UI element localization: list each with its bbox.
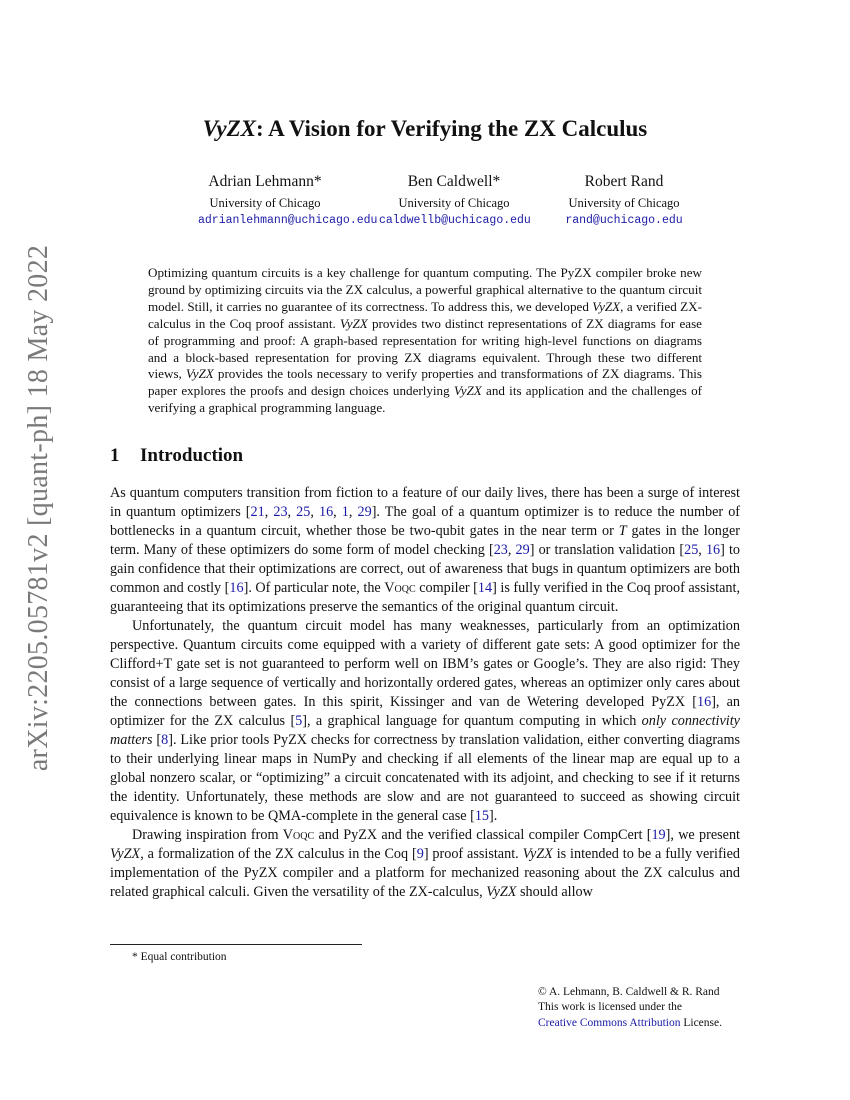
author-name: Ben Caldwell*	[407, 173, 501, 190]
vyzx-name: VyZX	[486, 884, 517, 900]
author-block-1	[198, 172, 378, 230]
introduction-body	[110, 484, 740, 902]
title-vyzx: VyZX	[202, 116, 256, 141]
vyzx-name: VyZX	[592, 298, 621, 314]
citation-link[interactable]: 5	[295, 713, 303, 729]
paragraph-text: ], an optimizer for the ZX calculus [	[110, 694, 740, 729]
author-block-3	[557, 172, 691, 230]
paragraph-text: ] proof assistant.	[423, 846, 523, 862]
paragraph-text: ].	[489, 808, 498, 824]
citation-link[interactable]: 29	[515, 542, 530, 558]
citation-link[interactable]: 15	[474, 808, 489, 824]
citation-link[interactable]: 16	[229, 580, 244, 596]
author-name: Adrian Lehmann*	[208, 173, 322, 190]
paragraph-text: ] or translation validation [	[529, 542, 685, 558]
abstract-text: and its application and the challenges of verifying a graphical programming language.	[148, 383, 702, 416]
paragraph-text: should allow	[516, 884, 593, 900]
arxiv-identifier-text: arXiv:2205.05781v2 [quant-ph] 18 May 2022	[23, 244, 54, 772]
paragraph-text: ], a graphical language for quantum computing in which	[302, 713, 642, 729]
abstract	[148, 265, 702, 417]
paragraph-text: compiler [	[415, 580, 478, 596]
paragraph-text: As quantum computers transition from fiction to a feature of our daily lives, there has been a surge of interest in quantum optimizers [	[110, 485, 740, 520]
voqc-name: Voqc	[282, 827, 315, 843]
author-name: Robert Rand	[584, 173, 664, 190]
author-affiliation: University of Chicago	[568, 196, 680, 210]
citation-link[interactable]: 8	[161, 732, 169, 748]
citation-link[interactable]: 1	[341, 504, 349, 520]
paragraph-text: ], we present	[665, 827, 740, 843]
paper-title	[0, 116, 850, 142]
footnote-equal-contribution: * Equal contribution	[132, 951, 227, 963]
author-email-link[interactable]: adrianlehmann@uchicago.edu	[198, 214, 378, 227]
copyright-line: © A. Lehmann, B. Caldwell & R. Rand	[538, 986, 720, 998]
footnote-divider	[110, 944, 362, 945]
paragraph-text: is intended to be a fully verified implementation of the PyZX compiler and a platform for mechanized reasoning about the ZX calculus and related graphical calculi. Given the versatility of the ZX-calculus,	[110, 846, 740, 900]
vyzx-name: VyZX	[110, 846, 141, 862]
paragraph-text: Unfortunately, the quantum circuit model has many weaknesses, particularly from an optimization perspective. Quantum circuits come equipped with a variety of different gate sets: A good optimizer for the Clifford+T gate set is not guaranteed to perform well on IBM’s gates or Google’s. They are also rigid: They consist of a large sequence of vertically and horizontally ordered gates, whereas an optimizer only cares about the connections between gates. In this spirit, Kissinger and van de Wetering developed PyZX [	[110, 618, 740, 710]
license-tail: License.	[680, 1016, 722, 1029]
citation-link[interactable]: 16	[697, 694, 712, 710]
vyzx-name: VyZX	[339, 315, 368, 331]
paragraph-text: Drawing inspiration from	[132, 827, 283, 843]
citation-link[interactable]: 16	[318, 504, 334, 520]
vyzx-name: VyZX	[522, 846, 553, 862]
citation-link[interactable]: 25	[684, 542, 699, 558]
paragraph-1: As quantum computers transition from fiction to a feature of our daily lives, there has been a surge of interest in quantum optimizers [21, 23, 25, 16, 1, 29]. The goal of a quantum optimizer is to reduce the number of bottlenecks in a quantum circuit, whether those be two-qubit gates in the near term or T gates in the longer term. Many of these optimizers do some form of model checking [23, 29] or translation validation [25, 16] to gain confidence that their optimizations are correct, out of awareness that bugs in quantum optimizers are both common and costly [16]. Of particular note, the Voqc compiler [14] is fully verified in the Coq proof assistant, guaranteeing that its optimizations preserve the semantics of the original quantum circuit.	[110, 485, 741, 615]
citation-link[interactable]: 25	[296, 504, 311, 520]
citation-link[interactable]: 21	[250, 504, 265, 520]
abstract-text: , a verified ZX-calculus in the Coq proof assistant.	[148, 298, 702, 331]
author-email-link[interactable]: rand@uchicago.edu	[565, 214, 683, 227]
license-link-line	[538, 1016, 768, 1031]
paragraph-text: ]. Of particular note, the	[243, 580, 385, 596]
abstract-text: provides the tools necessary to verify properties and transformations of ZX diagrams. This paper explores the proofs and design choices underlying	[148, 366, 702, 399]
citation-link[interactable]: 23	[493, 542, 508, 558]
paragraph-text: ]. The goal of a quantum optimizer is to reduce the number of bottlenecks in a quantum circuit, whether those be two-qubit gates in the near term or	[110, 504, 741, 539]
author-affiliation: University of Chicago	[398, 196, 510, 210]
license-link[interactable]: Creative Commons Attribution	[538, 1016, 681, 1029]
paragraph-text: ] to gain confidence that their optimizations are correct, out of awareness that bugs in quantum optimizers are both common and costly [	[110, 542, 741, 596]
citation-link[interactable]: 14	[477, 580, 493, 596]
abstract-text: Optimizing quantum circuits is a key challenge for quantum computing. The PyZX compiler broke new ground by optimizing circuits via the ZX calculus, a powerful graphical alternative to the quantum circuit model. Still, it carries no guarantee of its correctness. To address this, we developed	[148, 265, 702, 314]
paragraph-text: gates in the longer term. Many of these optimizers do some form of model checking [	[110, 523, 740, 558]
paragraph-text: , a formalization of the ZX calculus in the Coq [	[140, 846, 417, 862]
voqc-name: Voqc	[384, 580, 416, 596]
section-heading-introduction	[110, 445, 243, 467]
abstract-text: provides two distinct representations of ZX diagrams for ease of programming and proof: A graph-based representation for writing high-level functions on diagrams and a block-based representation for proving ZX diagrams equivalent. Through these two different views,	[148, 315, 702, 382]
arxiv-identifier-stamp	[14, 244, 64, 772]
citation-link[interactable]: 19	[651, 827, 666, 843]
citation-link[interactable]: 16	[705, 542, 721, 558]
paragraph-text: ]. Like prior tools PyZX checks for correctness by translation validation, either converting diagrams to their underlying linear maps in NumPy and checking if all elements of the linear map are equal up to a global nonzero scalar, or “optimizing” a circuit concatenated with its adjoint, and checking to see if it returns the identity. Unfortunately, these methods are slow and are not guaranteed to succeed as showing circuit equivalence is known to be QMA-complete in the general case [	[110, 732, 740, 824]
math-symbol: T	[618, 523, 627, 539]
author-affiliation: University of Chicago	[209, 196, 321, 210]
title-rest: : A Vision for Verifying the ZX Calculus	[255, 116, 648, 141]
vyzx-name: VyZX	[185, 366, 214, 382]
paragraph-3	[110, 826, 740, 902]
paragraph-text: and PyZX and the verified classical compiler CompCert [	[314, 827, 652, 843]
citation-link[interactable]: 9	[416, 846, 424, 862]
paragraph-text: ] is fully verified in the Coq proof assistant, guaranteeing that its optimizations preserve the semantics of the original quantum circuit.	[110, 580, 740, 615]
paragraph-2	[110, 617, 740, 826]
paragraph-text: [	[152, 732, 162, 748]
author-block-2	[379, 172, 529, 230]
author-email-link[interactable]: caldwellb@uchicago.edu	[379, 214, 531, 227]
license-line: This work is licensed under the	[538, 1001, 683, 1014]
section-number: 1	[110, 445, 120, 466]
section-title: Introduction	[140, 445, 244, 466]
citation-link[interactable]: 29	[357, 504, 372, 520]
citation-link[interactable]: 23	[273, 504, 288, 520]
vyzx-name: VyZX	[453, 383, 482, 399]
license-notice	[538, 985, 768, 1031]
emphasis-text: only connectivity matters	[110, 713, 740, 748]
